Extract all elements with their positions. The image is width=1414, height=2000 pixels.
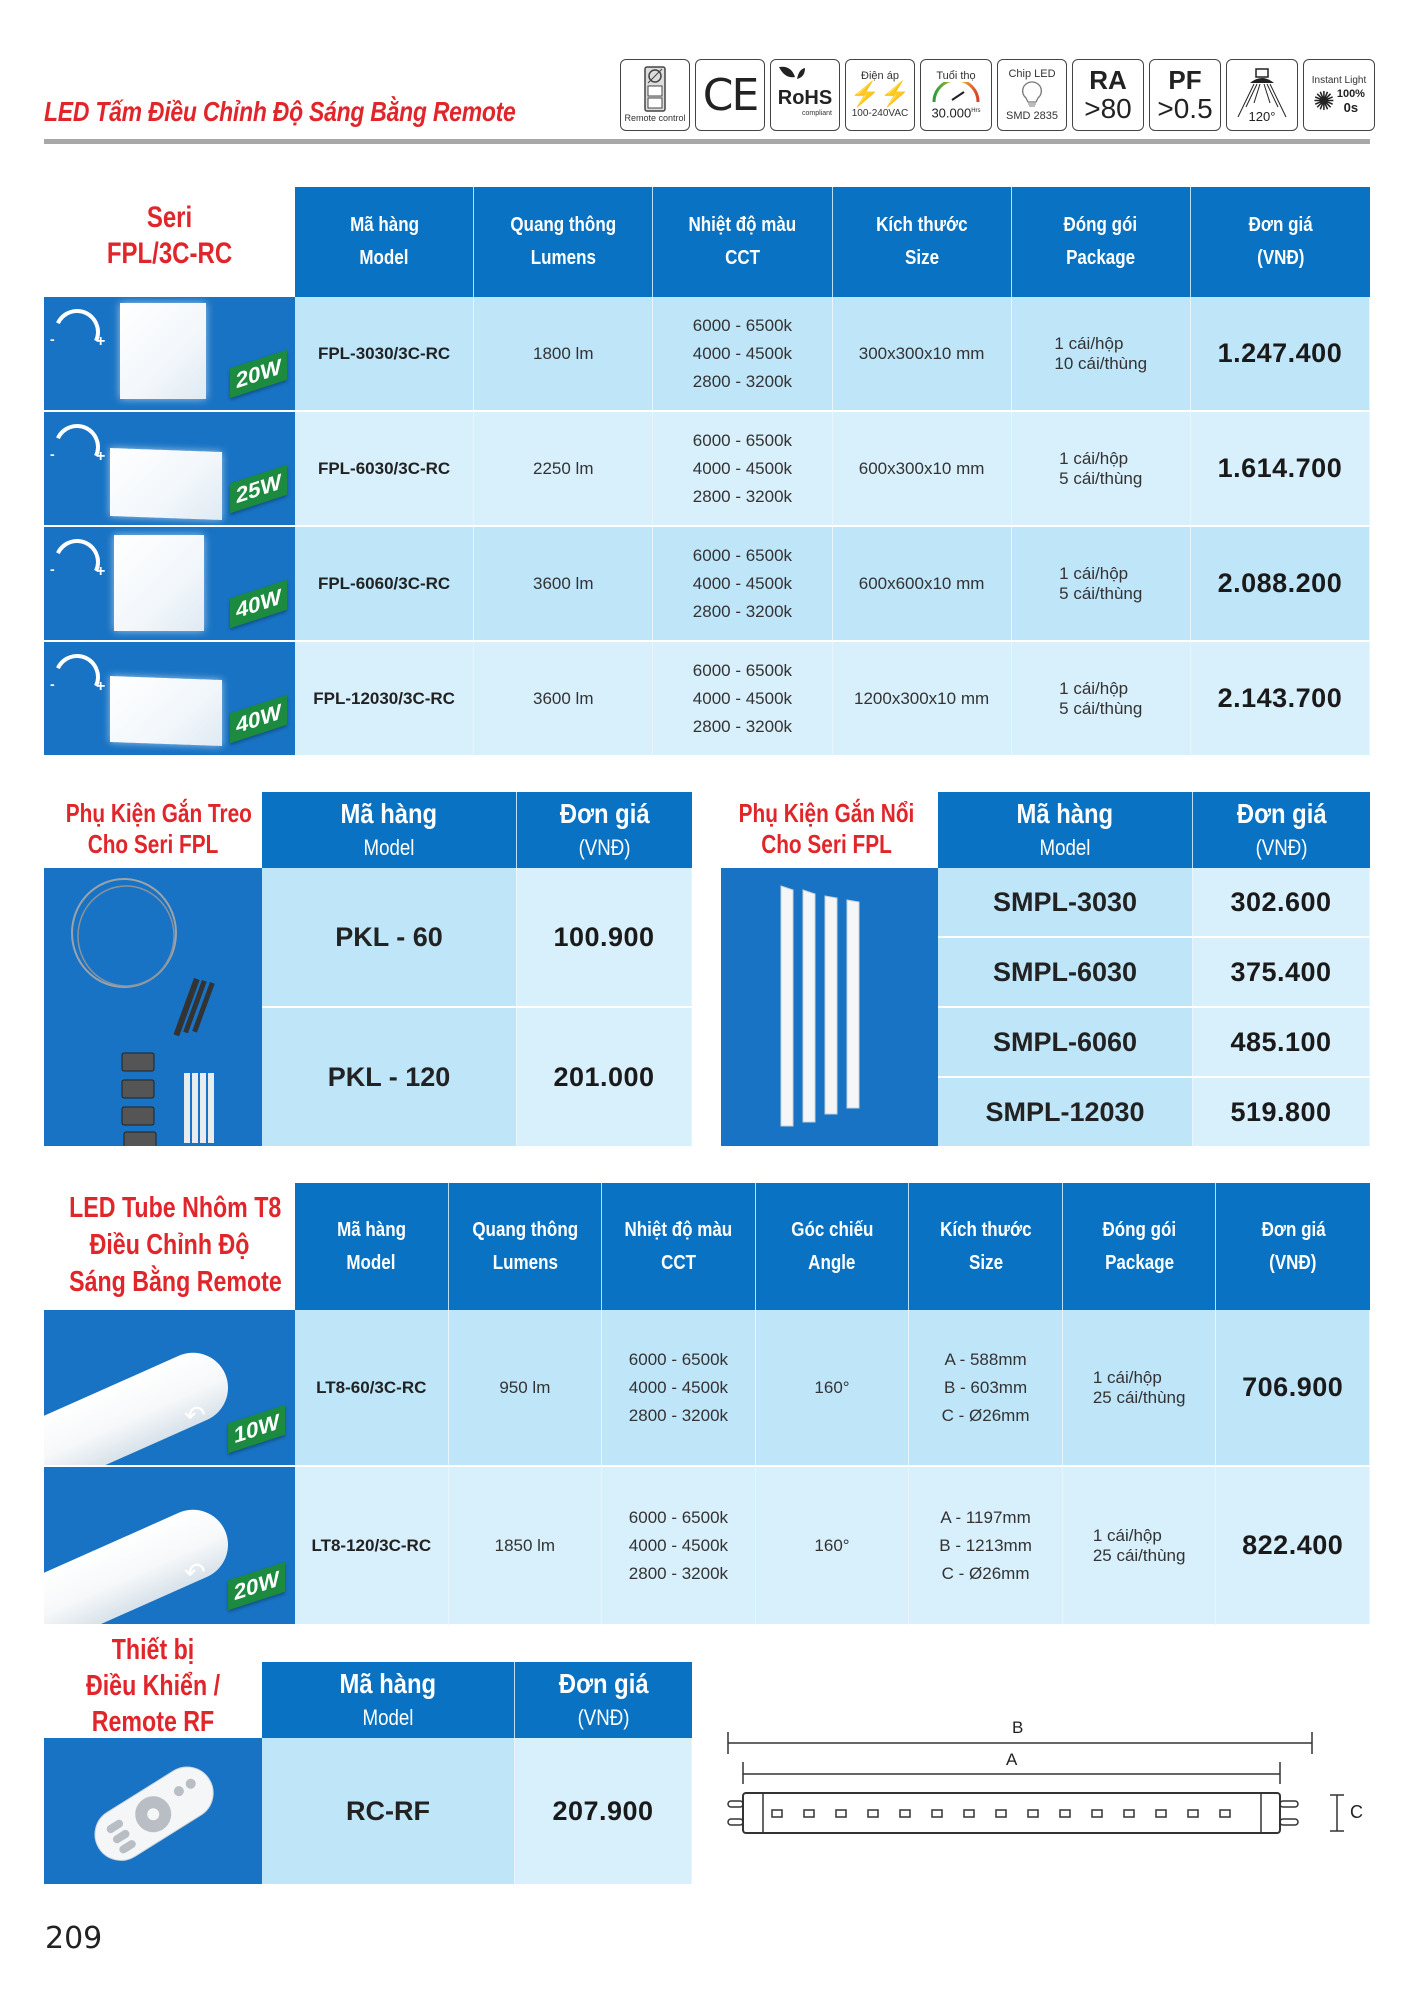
tube-angle: 160°: [756, 1467, 910, 1626]
surface-kit-price: 485.100: [1193, 1008, 1370, 1078]
surface-kit-price: 302.600: [1193, 868, 1370, 938]
hanging-kit-model: PKL - 60: [262, 868, 517, 1008]
tube-price: 706.900: [1216, 1310, 1370, 1467]
remote-section-label: Thiết bị Điều Khiển / Remote RF: [85, 1634, 221, 1738]
col-header-price: Đơn giá (VNĐ): [1191, 187, 1370, 297]
tube-image-20w: [44, 1467, 295, 1626]
col-header-price: Đơn giá (VNĐ): [515, 1662, 692, 1738]
page-number: 209: [45, 1921, 103, 1956]
remote-image: [44, 1738, 262, 1886]
panel-package: 1 cái/hộp 5 cái/thùng: [1012, 642, 1191, 757]
panel-size: 1200x300x10 mm: [833, 642, 1012, 757]
panel-package: 1 cái/hộp 5 cái/thùng: [1012, 527, 1191, 642]
col-header-price: Đơn giá (VNĐ): [517, 792, 692, 868]
surface-kit-label: Phụ Kiện Gắn Nổi Cho Seri FPL: [738, 798, 915, 859]
surface-kit-model: SMPL-6030: [938, 938, 1193, 1008]
panel-lumens: 3600 lm: [474, 527, 653, 642]
panel-price: 2.143.700: [1191, 642, 1370, 757]
tube-model: LT8-60/3C-RC: [295, 1310, 449, 1467]
led-panel-image: [110, 448, 222, 520]
tube-model: LT8-120/3C-RC: [295, 1467, 449, 1626]
watt-badge: 40W: [230, 695, 287, 744]
tube-package: 1 cái/hộp 25 cái/thùng: [1063, 1467, 1217, 1626]
col-header-package: Đóng gói Package: [1012, 187, 1191, 297]
panel-price: 2.088.200: [1191, 527, 1370, 642]
col-header-model: Mã hàng Model: [262, 1662, 515, 1738]
panel-cct: 6000 - 6500k 4000 - 4500k 2800 - 3200k: [653, 297, 832, 412]
tube-price: 822.400: [1216, 1467, 1370, 1626]
surface-kit-model: SMPL-12030: [938, 1078, 1193, 1148]
hanging-kit-model: PKL - 120: [262, 1008, 517, 1148]
panel-size: 600x600x10 mm: [833, 527, 1012, 642]
panel-size: 600x300x10 mm: [833, 412, 1012, 527]
surface-kit-image: [721, 868, 938, 1148]
led-panel-image: [114, 535, 204, 631]
panel-table-body: [44, 297, 1370, 757]
surface-kit-model: SMPL-6060: [938, 1008, 1193, 1078]
panel-image-40w: - + 40W: [44, 527, 295, 642]
led-tube-image: [44, 1342, 239, 1467]
col-header-price: Đơn giá (VNĐ): [1193, 792, 1370, 868]
title-divider: [44, 139, 1370, 144]
panel-cct: 6000 - 6500k 4000 - 4500k 2800 - 3200k: [653, 527, 832, 642]
col-header-package: Đóng gói Package: [1063, 1183, 1217, 1310]
voltage-icon: Điện áp ⚡⚡ 100-240VAC: [845, 59, 915, 131]
led-tube-image: [44, 1499, 239, 1626]
tube-cct: 6000 - 6500k 4000 - 4500k 2800 - 3200k: [602, 1467, 756, 1626]
watt-badge: 25W: [230, 465, 287, 514]
col-header-model: Mã hàng Model: [938, 792, 1193, 868]
tube-size: A - 1197mm B - 1213mm C - Ø26mm: [909, 1467, 1063, 1626]
panel-image-20w: - + 20W: [44, 297, 295, 412]
panel-model: FPL-3030/3C-RC: [295, 297, 474, 412]
col-header-lumens: Quang thông Lumens: [474, 187, 653, 297]
remote-table-header: [262, 1662, 692, 1738]
col-header-size: Kích thước Size: [833, 187, 1012, 297]
rotate-arrow-icon: ↶: [184, 1557, 206, 1587]
tube-lumens: 1850 lm: [449, 1467, 603, 1626]
col-header-price: Đơn giá (VNĐ): [1216, 1183, 1370, 1310]
panel-lumens: 2250 lm: [474, 412, 653, 527]
panel-package: 1 cái/hộp 10 cái/thùng: [1012, 297, 1191, 412]
remote-control-icon: Remote control: [620, 59, 690, 131]
hanging-kit-label: Phụ Kiện Gắn Treo Cho Seri FPL: [65, 798, 252, 859]
tube-size: A - 588mm B - 603mm C - Ø26mm: [909, 1310, 1063, 1467]
panel-size: 300x300x10 mm: [833, 297, 1012, 412]
hanging-kit-price: 201.000: [517, 1008, 692, 1148]
surface-kit-model: SMPL-3030: [938, 868, 1193, 938]
surface-kit-price: 519.800: [1193, 1078, 1370, 1148]
tube-package: 1 cái/hộp 25 cái/thùng: [1063, 1310, 1217, 1467]
ce-mark-icon: CE: [695, 59, 765, 131]
surface-kit-header: [938, 792, 1370, 868]
page-title: LED Tấm Điều Chỉnh Độ Sáng Bằng Remote: [44, 96, 516, 127]
panel-series-label: Seri FPL/3C-RC: [106, 201, 233, 270]
panel-model: FPL-12030/3C-RC: [295, 642, 474, 757]
pf-icon: PF >0.5: [1149, 59, 1221, 131]
surface-kit-price: 375.400: [1193, 938, 1370, 1008]
chip-led-icon: Chip LED SMD 2835: [997, 59, 1067, 131]
panel-model: FPL-6030/3C-RC: [295, 412, 474, 527]
watt-badge: 10W: [228, 1405, 285, 1454]
dimension-label-b: B: [1012, 1718, 1024, 1737]
rohs-icon: RoHS compliant: [770, 59, 840, 131]
lightning-icon: ⚡⚡: [850, 81, 910, 108]
panel-table-header: [295, 187, 1370, 297]
tube-angle: 160°: [756, 1310, 910, 1467]
watt-badge: 20W: [230, 350, 287, 399]
surface-kit-body: [721, 868, 1370, 1148]
tube-cct: 6000 - 6500k 4000 - 4500k 2800 - 3200k: [602, 1310, 756, 1467]
panel-lumens: 3600 lm: [474, 642, 653, 757]
panel-image-25w: - + 25W: [44, 412, 295, 527]
led-panel-image: [120, 303, 206, 399]
col-header-size: Kích thước Size: [909, 1183, 1063, 1310]
dimming-arc-icon: [48, 533, 107, 592]
hanging-kit-price: 100.900: [517, 868, 692, 1008]
col-header-angle: Góc chiếu Angle: [756, 1183, 910, 1310]
tube-section-label: LED Tube Nhôm T8 Điều Chỉnh Độ Sáng Bằng Remote: [69, 1192, 282, 1298]
rotate-arrow-icon: ↶: [184, 1400, 206, 1430]
feature-icon-strip: [620, 59, 1375, 131]
hanging-kit-header: [262, 792, 692, 868]
watt-badge: 20W: [228, 1562, 285, 1611]
remote-table-body: [44, 1738, 692, 1886]
col-header-model: Mã hàng Model: [262, 792, 517, 868]
ra-icon: RA >80: [1072, 59, 1144, 131]
panel-model: FPL-6060/3C-RC: [295, 527, 474, 642]
hanging-kit-image: [44, 868, 262, 1148]
col-header-model: Mã hàng Model: [295, 1183, 449, 1310]
remote-model: RC-RF: [262, 1738, 515, 1886]
panel-price: 1.247.400: [1191, 297, 1370, 412]
instant-light-icon: Instant Light ✺ 100% 0s: [1303, 59, 1375, 131]
dimming-arc-icon: [48, 648, 107, 707]
bulb-icon: [1021, 80, 1043, 110]
panel-price: 1.614.700: [1191, 412, 1370, 527]
col-header-cct: Nhiệt độ màu CCT: [602, 1183, 756, 1310]
col-header-cct: Nhiệt độ màu CCT: [653, 187, 832, 297]
lifespan-icon: Tuổi thọ $30.000^{Hrs}$: [920, 59, 992, 131]
panel-lumens: 1800 lm: [474, 297, 653, 412]
tube-lumens: 950 lm: [449, 1310, 603, 1467]
panel-package: 1 cái/hộp 5 cái/thùng: [1012, 412, 1191, 527]
col-header-lumens: Quang thông Lumens: [449, 1183, 603, 1310]
panel-image-40w-long: - + 40W: [44, 642, 295, 757]
dimension-label-c: C: [1350, 1802, 1363, 1822]
col-header-model: Mã hàng Model: [295, 187, 474, 297]
hanging-kit-body: [44, 868, 692, 1148]
watt-badge: 40W: [230, 580, 287, 629]
panel-cct: 6000 - 6500k 4000 - 4500k 2800 - 3200k: [653, 642, 832, 757]
tube-table-body: [44, 1310, 1370, 1626]
led-panel-image: [110, 676, 222, 746]
remote-price: 207.900: [515, 1738, 692, 1886]
panel-cct: 6000 - 6500k 4000 - 4500k 2800 - 3200k: [653, 412, 832, 527]
tube-table-header: [295, 1183, 1370, 1310]
gauge-icon: [930, 82, 982, 104]
dimming-arc-icon: [48, 418, 107, 477]
sunburst-bulb-icon: ✺: [1313, 86, 1335, 116]
tube-dimension-diagram: [720, 1718, 1380, 1848]
dimming-arc-icon: [48, 303, 107, 362]
tube-image-10w: [44, 1310, 295, 1467]
beam-angle-icon: 120°: [1226, 59, 1298, 131]
dimension-label-a: A: [1006, 1750, 1018, 1769]
